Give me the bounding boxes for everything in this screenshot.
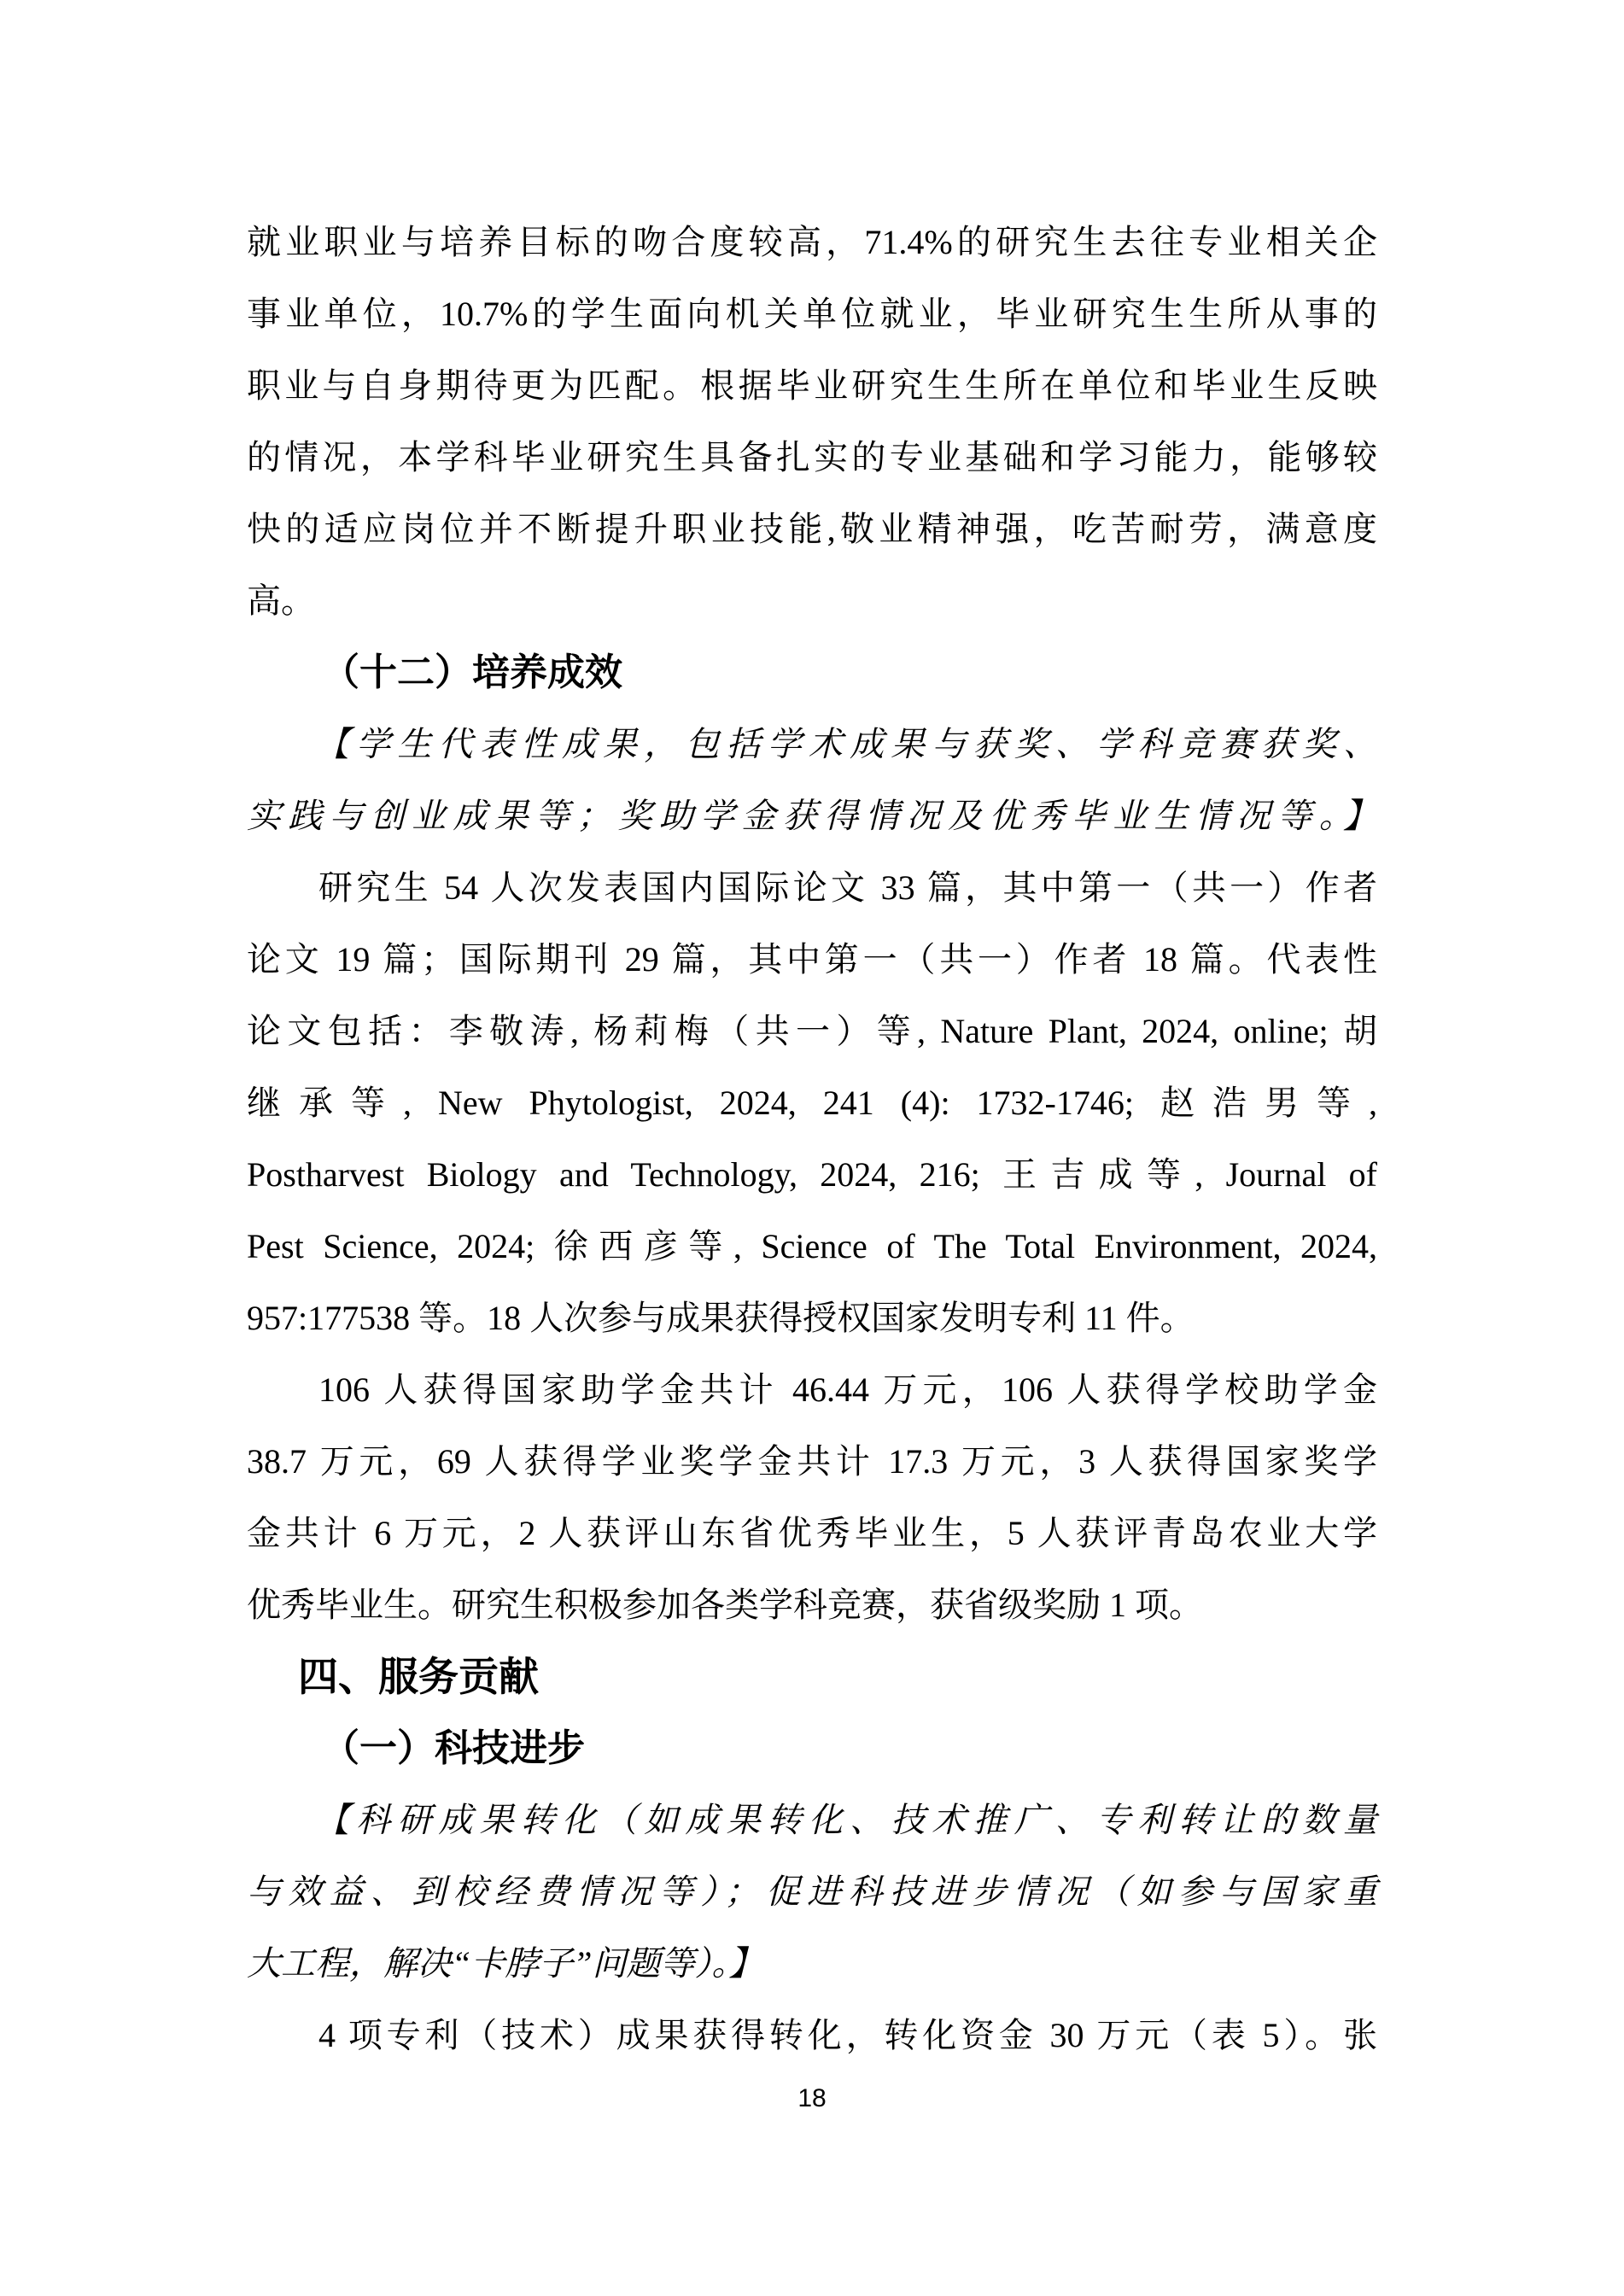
section-heading-level2: （十二）培养成效 [322, 651, 622, 693]
text-line: 研究生 54 人次发表国内国际论文 33 篇，其中第一（共一）作者 [318, 868, 1377, 907]
bracket-note-line: 与效益、到校经费情况等）；促进科技进步情况（如参与国家重 [247, 1872, 1377, 1911]
bracket-note-line: 【科研成果转化（如成果转化、技术推广、专利转让的数量 [315, 1801, 1377, 1839]
text-line: 职业与自身期待更为匹配。根据毕业研究生生所在单位和毕业生反映 [247, 366, 1377, 405]
text-line: 38.7 万元，69 人获得学业奖学金共计 17.3 万元，3 人获得国家奖学 [247, 1442, 1377, 1481]
text-line: 继承等, New Phytologist, 2024, 241 (4): 1732-1746; 赵浩男等, [247, 1084, 1377, 1122]
section-heading-level2: （一）科技进步 [322, 1727, 585, 1769]
bracket-note-line: 大工程，解决“卡脖子”问题等）。】 [247, 1944, 763, 1983]
bracket-note-line: 实践与创业成果等；奖助学金获得情况及优秀毕业生情况等。】 [247, 797, 1377, 835]
text-line: 快的适应岗位并不断提升职业技能,敬业精神强，吃苦耐劳，满意度 [247, 510, 1377, 548]
text-line: 4 项专利（技术）成果获得转化，转化资金 30 万元（表 5）。张 [318, 2016, 1377, 2054]
text-line: 论文 19 篇；国际期刊 29 篇，其中第一（共一）作者 18 篇。代表性 [247, 940, 1377, 979]
text-line: 106 人获得国家助学金共计 46.44 万元，106 人获得学校助学金 [318, 1370, 1377, 1409]
text-line: 的情况，本学科毕业研究生具备扎实的专业基础和学习能力，能够较 [247, 438, 1377, 476]
text-line: Postharvest Biology and Technology, 2024, 216; 王吉成等, Journal of [247, 1155, 1377, 1194]
text-line: Pest Science, 2024; 徐西彦等, Science of The Total Environment, 2024, [247, 1227, 1377, 1265]
page-number: 18 [797, 2084, 827, 2112]
bracket-note-line: 【学生代表性成果，包括学术成果与获奖、学科竞赛获奖、 [315, 725, 1377, 763]
text-line: 论文包括：李敬涛, 杨莉梅（共一）等, Nature Plant, 2024, online; 胡 [247, 1012, 1377, 1050]
text-line: 金共计 6 万元，2 人获评山东省优秀毕业生，5 人获评青岛农业大学 [247, 1514, 1377, 1552]
section-heading-level1: 四、服务贡献 [298, 1654, 539, 1699]
text-line: 高。 [247, 581, 315, 620]
text-line: 957:177538 等。18 人次参与成果获得授权国家发明专利 11 件。 [247, 1299, 1195, 1337]
document-body [247, 207, 1377, 2071]
text-line: 就业职业与培养目标的吻合度较高，71.4%的研究生去往专业相关企 [247, 223, 1377, 261]
text-line: 优秀毕业生。研究生积极参加各类学科竞赛，获省级奖励 1 项。 [247, 1586, 1203, 1624]
text-line: 事业单位，10.7%的学生面向机关单位就业，毕业研究生生所从事的 [247, 295, 1377, 333]
